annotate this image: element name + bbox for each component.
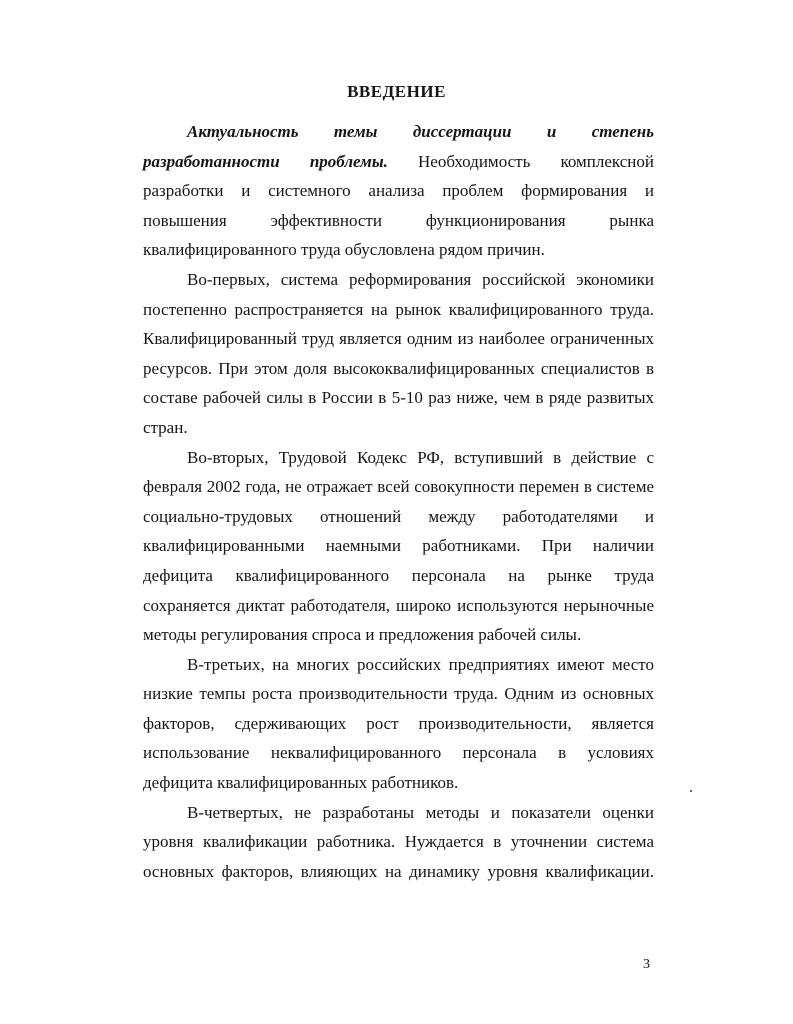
paragraph-text: Необходимость комплексной разработки и системного анализа проблем формирования и повышения эффективности функционирования рынка квалифицированного труда обусловлена рядом причин.	[143, 151, 654, 260]
page-title: ВВЕДЕНИЕ	[347, 82, 446, 101]
paragraph-third: В-третьих, на многих российских предприятиях имеют место низкие темпы роста производительности труда. Одним из основных факторов, сдерживающих рост производительности, является использование неквалифицированного персонала в условиях дефицита квалифицированных работников.	[143, 654, 654, 793]
body-text	[143, 117, 654, 886]
paragraph-first: Во-первых, система реформирования российской экономики постепенно распространяется на рынок квалифицированного труда. Квалифицированный труд является одним из наиболее ограниченных ресурсов. При этом доля высококвалифицированных специалистов в составе рабочей силы в России в 5-10 раз ниже, чем в ряде развитых стран.	[143, 269, 654, 437]
paragraph-relevance	[143, 117, 654, 265]
paragraph-fourth: В-четвертых, не разработаны методы и показатели оценки уровня квалификации работника. Нуждается в уточнении система основных факторов, влияющих на динамику уровня квалификации.	[143, 802, 654, 881]
paragraph-second: Во-вторых, Трудовой Кодекс РФ, вступивший в действие с февраля 2002 года, не отражает всей совокупности перемен в системе социально-трудовых отношений между работодателями и квалифицированными наемными работниками. При наличии дефицита квалифицированного персонала на рынке труда сохраняется диктат работодателя, широко используются нерыночные методы регулирования спроса и предложения рабочей силы.	[143, 447, 654, 645]
paragraph-lead: Актуальность темы диссертации и степень разработанности проблемы.	[143, 122, 654, 171]
scan-speck	[690, 790, 692, 792]
page-number: 3	[643, 957, 650, 972]
